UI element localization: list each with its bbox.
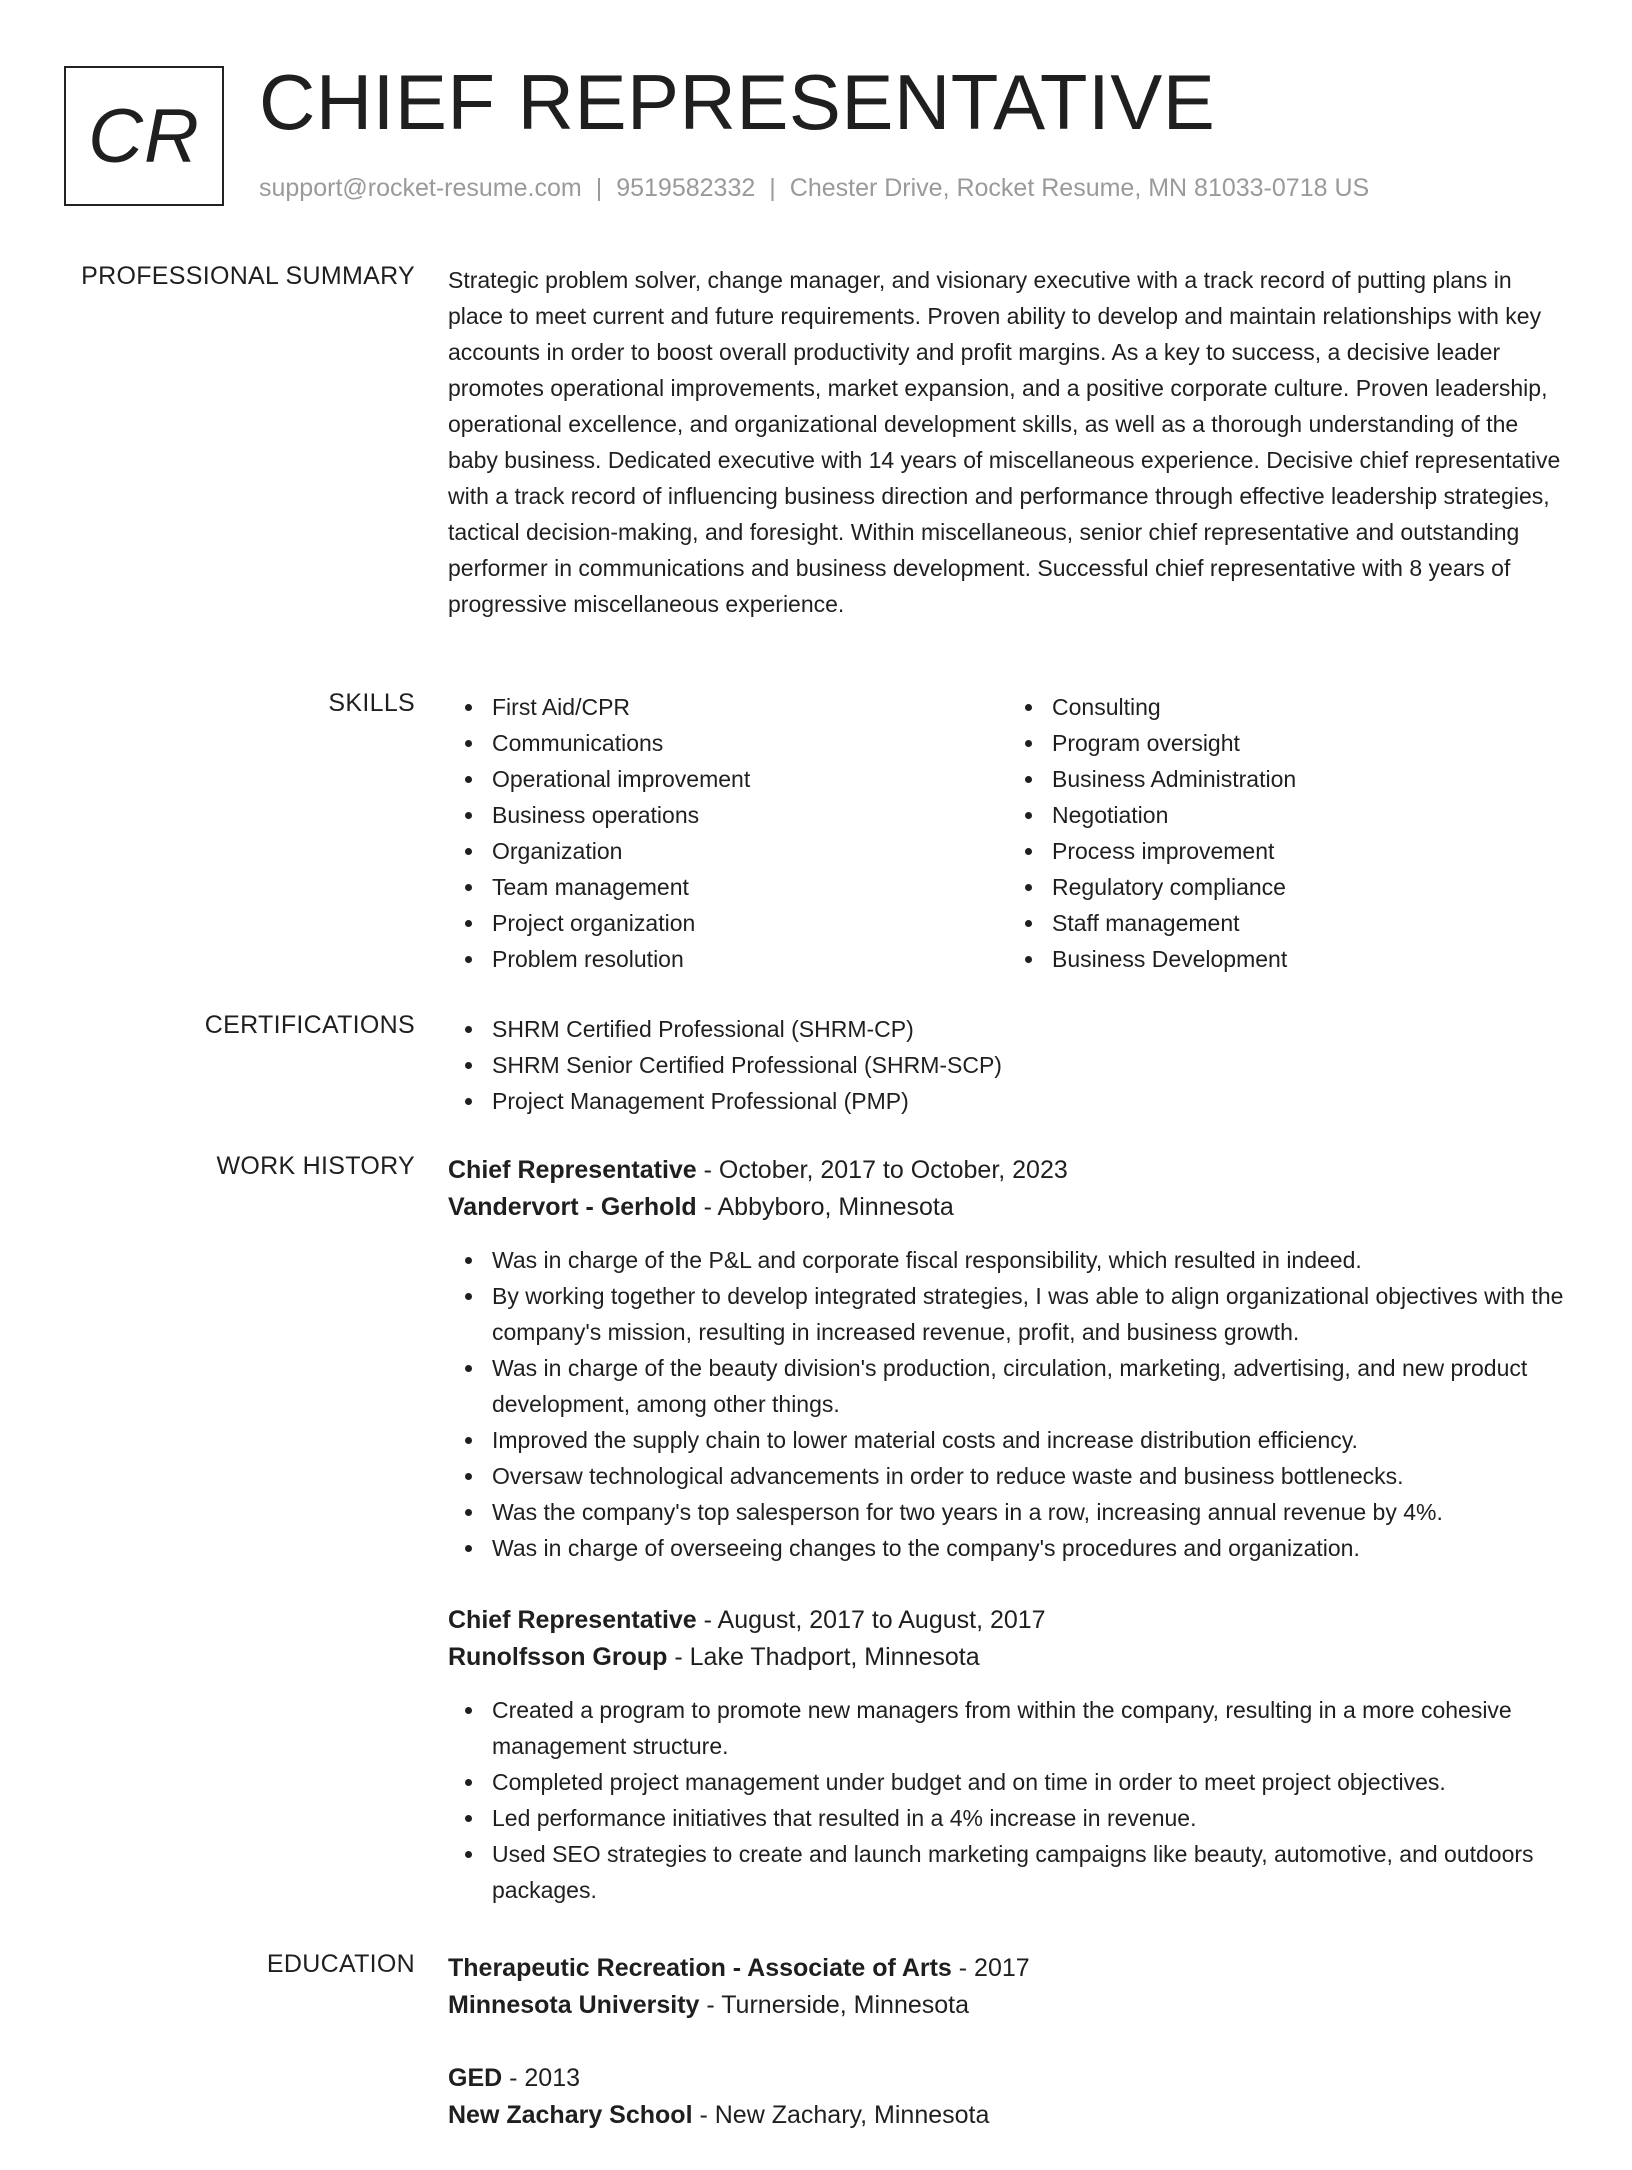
- job-bullet: Improved the supply chain to lower material costs and increase distribution efficiency.: [492, 1422, 1568, 1458]
- education-year: - 2017: [951, 1954, 1030, 1982]
- education-location: - Turnerside, Minnesota: [699, 1991, 970, 2019]
- education-degree-line: [448, 1950, 1568, 1987]
- summary-body: [448, 262, 1568, 622]
- skills-body: [448, 689, 1568, 977]
- job-bullet: Was in charge of the beauty division's production, circulation, marketing, advertising, and new product development, among other things.: [492, 1350, 1568, 1422]
- job-bullet: Led performance initiatives that resulted in a 4% increase in revenue.: [492, 1800, 1568, 1836]
- contact-separator: |: [769, 174, 776, 202]
- job-title-line: [448, 1152, 1568, 1189]
- skill-item: Project organization: [492, 905, 1008, 941]
- job-company-line: [448, 1639, 1568, 1676]
- job-company-line: [448, 1189, 1568, 1226]
- education-degree-line: [448, 2060, 1568, 2097]
- education-entry: [448, 2060, 1568, 2134]
- job-bullet: Oversaw technological advancements in order to reduce waste and business bottlenecks.: [492, 1458, 1568, 1494]
- skills-list-right: [1008, 689, 1568, 977]
- job-location: - Lake Thadport, Minnesota: [667, 1643, 980, 1671]
- monogram: CR: [64, 66, 224, 206]
- skill-item: Business Development: [1052, 941, 1568, 977]
- job-bullet: Was the company's top salesperson for two years in a row, increasing annual revenue by 4%.: [492, 1494, 1568, 1530]
- skill-item: Negotiation: [1052, 797, 1568, 833]
- section-label-skills: SKILLS: [328, 689, 415, 717]
- skill-item: Communications: [492, 725, 1008, 761]
- education-school: Minnesota University: [448, 1991, 700, 2019]
- section-label-summary: PROFESSIONAL SUMMARY: [81, 262, 415, 290]
- education-degree: Therapeutic Recreation - Associate of Arts: [448, 1954, 952, 1982]
- job-bullet: Completed project management under budget and on time in order to meet project objectives.: [492, 1764, 1568, 1800]
- section-label-certifications: CERTIFICATIONS: [204, 1011, 415, 1039]
- certification-item: Project Management Professional (PMP): [492, 1083, 1568, 1119]
- job-title: Chief Representative: [448, 1156, 697, 1184]
- education-school-line: [448, 1987, 1568, 2024]
- skill-item: Team management: [492, 869, 1008, 905]
- education-degree: GED: [448, 2064, 503, 2092]
- skill-item: Operational improvement: [492, 761, 1008, 797]
- section-label-education: EDUCATION: [266, 1950, 415, 1978]
- skill-item: Business operations: [492, 797, 1008, 833]
- job-entry: [448, 1152, 1568, 1566]
- certifications-body: [448, 1011, 1568, 1119]
- contact-line: [259, 174, 1369, 203]
- certification-item: SHRM Senior Certified Professional (SHRM-SCP): [492, 1047, 1568, 1083]
- skill-item: Organization: [492, 833, 1008, 869]
- education-year: - 2013: [502, 2064, 581, 2092]
- job-bullet: By working together to develop integrated strategies, I was able to align organizational objectives with the company's mission, resulting in increased revenue, profit, and business growth.: [492, 1278, 1568, 1350]
- contact-separator: |: [595, 174, 603, 202]
- job-company: Runolfsson Group: [448, 1643, 668, 1671]
- section-label-work-history: WORK HISTORY: [216, 1152, 415, 1180]
- job-bullets: [448, 1242, 1568, 1566]
- education-entry: [448, 1950, 1568, 2024]
- job-title: Chief Representative: [448, 1606, 697, 1634]
- skill-item: First Aid/CPR: [492, 689, 1008, 725]
- certifications-list: [448, 1011, 1568, 1119]
- job-bullets: [448, 1692, 1568, 1908]
- work-history-body: [448, 1152, 1568, 1944]
- job-bullet: Used SEO strategies to create and launch marketing campaigns like beauty, automotive, and outdoors packages.: [492, 1836, 1568, 1908]
- skills-list-left: [448, 689, 1008, 977]
- skill-item: Staff management: [1052, 905, 1568, 941]
- contact-email[interactable]: support@rocket-resume.com: [259, 174, 582, 202]
- skill-item: Regulatory compliance: [1052, 869, 1568, 905]
- job-entry: [448, 1602, 1568, 1908]
- skill-item: Consulting: [1052, 689, 1568, 725]
- job-location: - Abbyboro, Minnesota: [696, 1193, 954, 1221]
- contact-phone[interactable]: 9519582332: [616, 174, 756, 202]
- skill-item: Program oversight: [1052, 725, 1568, 761]
- education-school-line: [448, 2097, 1568, 2134]
- job-bullet: Was in charge of overseeing changes to the company's procedures and organization.: [492, 1530, 1568, 1566]
- job-title-line: [448, 1602, 1568, 1639]
- job-dates: - August, 2017 to August, 2017: [696, 1606, 1046, 1634]
- candidate-name: CHIEF REPRESENTATIVE: [259, 58, 1216, 146]
- skill-item: Process improvement: [1052, 833, 1568, 869]
- job-bullet: Was in charge of the P&L and corporate fiscal responsibility, which resulted in indeed.: [492, 1242, 1568, 1278]
- certification-item: SHRM Certified Professional (SHRM-CP): [492, 1011, 1568, 1047]
- education-location: - New Zachary, Minnesota: [692, 2101, 990, 2129]
- skill-item: Problem resolution: [492, 941, 1008, 977]
- contact-address: Chester Drive, Rocket Resume, MN 81033-0718 US: [789, 174, 1370, 202]
- skill-item: Business Administration: [1052, 761, 1568, 797]
- education-school: New Zachary School: [448, 2101, 693, 2129]
- job-bullet: Created a program to promote new managers from within the company, resulting in a more cohesive management structure.: [492, 1692, 1568, 1764]
- job-dates: - October, 2017 to October, 2023: [696, 1156, 1068, 1184]
- summary-text: Strategic problem solver, change manager, and visionary executive with a track record of putting plans in place to meet current and future requirements. Proven ability to develop and maintain relationships with key accounts in order to boost overall productivity and profit margins. As a key to success, a decisive leader promotes operational improvements, market expansion, and a positive corporate culture. Proven leadership, operational excellence, and organizational development skills, as well as a thorough understanding of the baby business. Dedicated executive with 14 years of miscellaneous experience. Decisive chief representative with a track record of influencing business direction and performance through effective leadership strategies, tactical decision-making, and foresight. Within miscellaneous, senior chief representative and outstanding performer in communications and business development. Successful chief representative with 8 years of progressive miscellaneous experience.: [448, 267, 1561, 617]
- education-body: [448, 1950, 1568, 2170]
- job-company: Vandervort - Gerhold: [448, 1193, 697, 1221]
